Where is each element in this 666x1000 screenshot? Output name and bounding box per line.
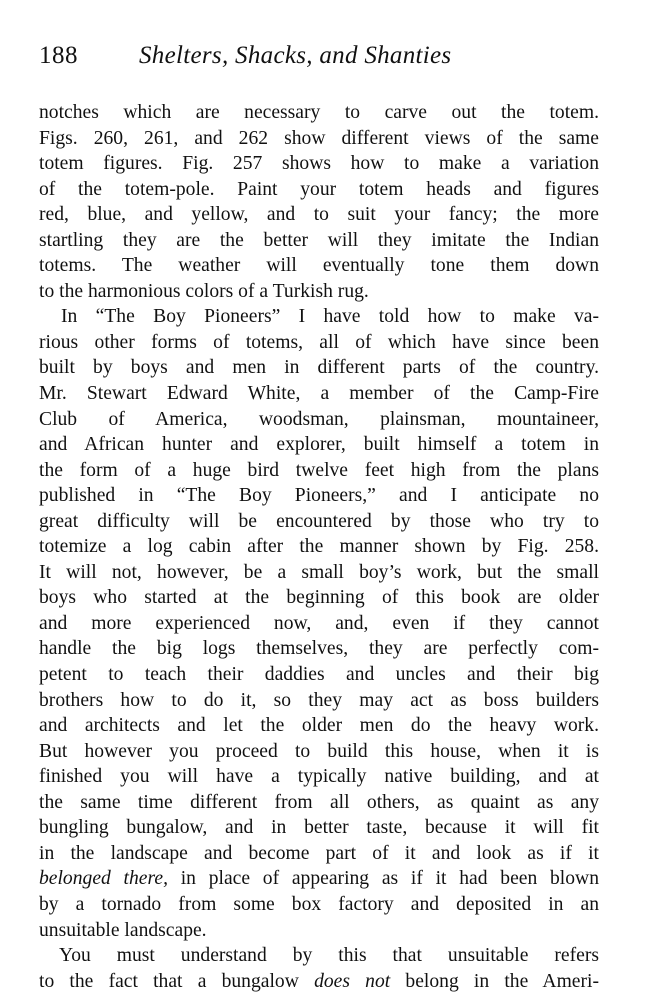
book-page (39, 42, 599, 994)
text-line: totemize a log cabin after the manner shown by Fig. 258. (39, 536, 599, 558)
text-line: totems. The weather will eventually tone them down (39, 255, 599, 277)
text-line-with-italic (39, 866, 599, 892)
text-line: handle the big logs themselves, they are perfectly com- (39, 638, 599, 660)
italic-phrase: does not (314, 970, 391, 992)
text-line: startling they are the better will they imitate the Indian (39, 229, 599, 251)
text-line: of the totem-pole. Paint your totem heads and figures (39, 178, 599, 200)
text-line: petent to teach their daddies and uncles and their big (39, 664, 599, 686)
text-line: built by boys and men in different parts of the country. (39, 357, 599, 379)
text-line: published in “The Boy Pioneers,” and I anticipate no (39, 485, 599, 507)
text-line: unsuitable landscape. (39, 919, 207, 941)
paragraph-start-line: In “The Boy Pioneers” I have told how to make va- (61, 306, 599, 328)
text-line: red, blue, and yellow, and to suit your fancy; the more (39, 204, 599, 226)
text-line: But however you proceed to build this house, when it is (39, 740, 599, 762)
text-line: and African hunter and explorer, built himself a totem in (39, 434, 599, 456)
text-line: and architects and let the older men do the heavy work. (39, 715, 599, 737)
text-line: great difficulty will be encountered by those who try to (39, 510, 599, 532)
paragraph-start-line: You must understand by this that unsuitable refers (59, 945, 599, 967)
running-head (39, 42, 599, 78)
running-title: Shelters, Shacks, and Shanties (139, 42, 452, 69)
text-line: to the harmonious colors of a Turkish rug. (39, 280, 369, 302)
body-text (39, 100, 599, 994)
text-line: It will not, however, be a small boy’s work, but the small (39, 561, 599, 583)
text-run: belong in the Ameri- (390, 970, 599, 992)
text-line: finished you will have a typically native building, and at (39, 766, 599, 788)
text-line: totem figures. Fig. 257 shows how to make a variation (39, 153, 599, 175)
text-line: notches which are necessary to carve out the totem. (39, 102, 599, 123)
italic-phrase: belonged there, (39, 868, 168, 890)
text-line: by a tornado from some box factory and deposited in an (39, 893, 599, 915)
text-line: brothers how to do it, so they may act as boss builders (39, 689, 599, 711)
text-line: in the landscape and become part of it and look as if it (39, 842, 599, 864)
text-line: bungling bungalow, and in better taste, because it will fit (39, 817, 599, 839)
text-line: Mr. Stewart Edward White, a member of the Camp-Fire (39, 383, 599, 405)
text-line: rious other forms of totems, all of which have since been (39, 331, 599, 353)
text-line: boys who started at the beginning of this book are older (39, 587, 599, 609)
page-number: 188 (39, 42, 78, 69)
text-line: the same time different from all others, as quaint as any (39, 791, 599, 813)
text-line: Figs. 260, 261, and 262 show different views of the same (39, 127, 599, 149)
text-line: Club of America, woodsman, plainsman, mountaineer, (39, 408, 599, 430)
text-line-with-italic (39, 969, 599, 995)
text-line: and more experienced now, and, even if they cannot (39, 612, 599, 634)
text-run: in place of appearing as if it had been blown (168, 868, 599, 890)
text-line: the form of a huge bird twelve feet high from the plans (39, 459, 599, 481)
text-run: to the fact that a bungalow (39, 970, 315, 992)
